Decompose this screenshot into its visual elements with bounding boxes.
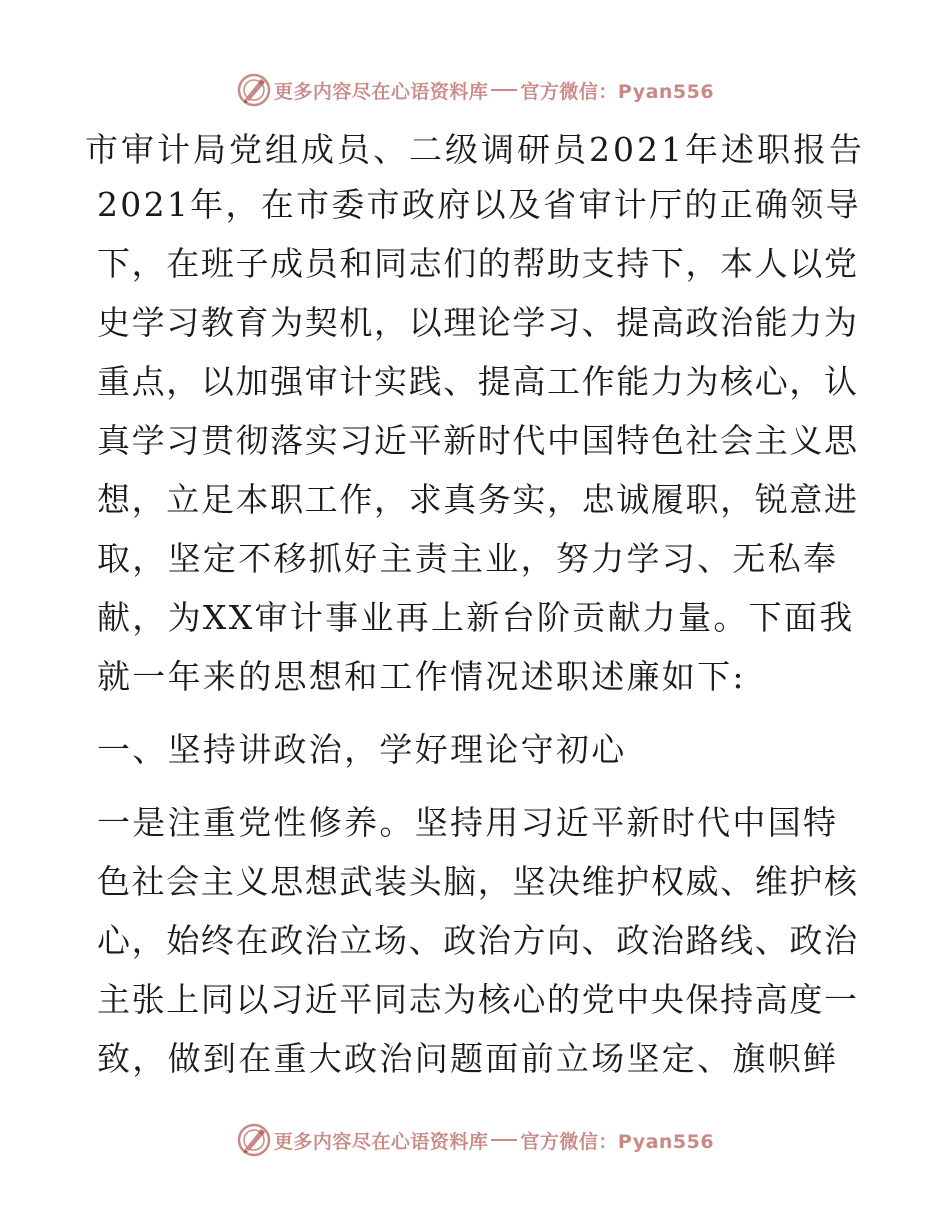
- paragraph2-line-4: 主张上同以习近平同志为核心的党中央保持高度一: [97, 980, 857, 1019]
- paragraph2-line-3: 心，始终在政治立场、政治方向、政治路线、政治: [97, 921, 857, 960]
- footer-watermark-banner: [0, 1120, 950, 1160]
- paragraph1-line-9: 就一年来的思想和工作情况述职述廉如下:: [97, 657, 746, 696]
- paragraph2-line-5: 致，做到在重大政治问题面前立场坚定、旗帜鲜: [97, 1039, 839, 1078]
- pen-logo-icon: [236, 1122, 272, 1158]
- paragraph1-line-8: 献，为XX审计事业再上新台阶贡献力量。下面我: [97, 598, 855, 637]
- banner-text-prefix: 更多内容尽在心语资料库: [273, 80, 489, 103]
- paragraph1-line-7: 取，坚定不移抓好主责主业，努力学习、无私奉: [97, 539, 839, 578]
- paragraph2-line-1: 一是注重党性修养。坚持用习近平新时代中国特: [97, 803, 839, 842]
- paragraph-gap: [97, 779, 857, 793]
- document-title: 市审计局党组成员、二级调研员2021年述职报告: [85, 130, 865, 169]
- banner-text-suffix: 官方微信：Pyan556: [520, 1130, 715, 1153]
- paragraph1-line-3: 史学习教育为契机，以理论学习、提高政治能力为: [97, 303, 857, 342]
- section-heading-1: 一、坚持讲政治，学好理论守初心: [97, 730, 627, 769]
- paragraph1-line-5: 真学习贯彻落实习近平新时代中国特色社会主义思: [97, 421, 857, 460]
- paragraph1-line-4: 重点，以加强审计实践、提高工作能力为核心，认: [97, 362, 857, 401]
- banner-text-prefix: 更多内容尽在心语资料库: [273, 1130, 489, 1153]
- pen-logo-icon: [236, 72, 272, 108]
- banner-dash: [491, 1139, 517, 1141]
- paragraph-gap: [97, 706, 857, 720]
- document-body: [97, 175, 861, 1088]
- banner-text-suffix: 官方微信：Pyan556: [520, 80, 715, 103]
- banner-dash: [491, 89, 517, 91]
- paragraph1-line-1: 2021年，在市委市政府以及省审计厅的正确领导: [97, 185, 861, 224]
- paragraph1-line-6: 想，立足本职工作，求真务实，忠诚履职，锐意进: [97, 480, 857, 519]
- paragraph2-line-2: 色社会主义思想武装头脑，坚决维护权威、维护核: [97, 862, 857, 901]
- paragraph1-line-2: 下，在班子成员和同志们的帮助支持下，本人以党: [97, 244, 857, 283]
- header-watermark-banner: [0, 70, 950, 110]
